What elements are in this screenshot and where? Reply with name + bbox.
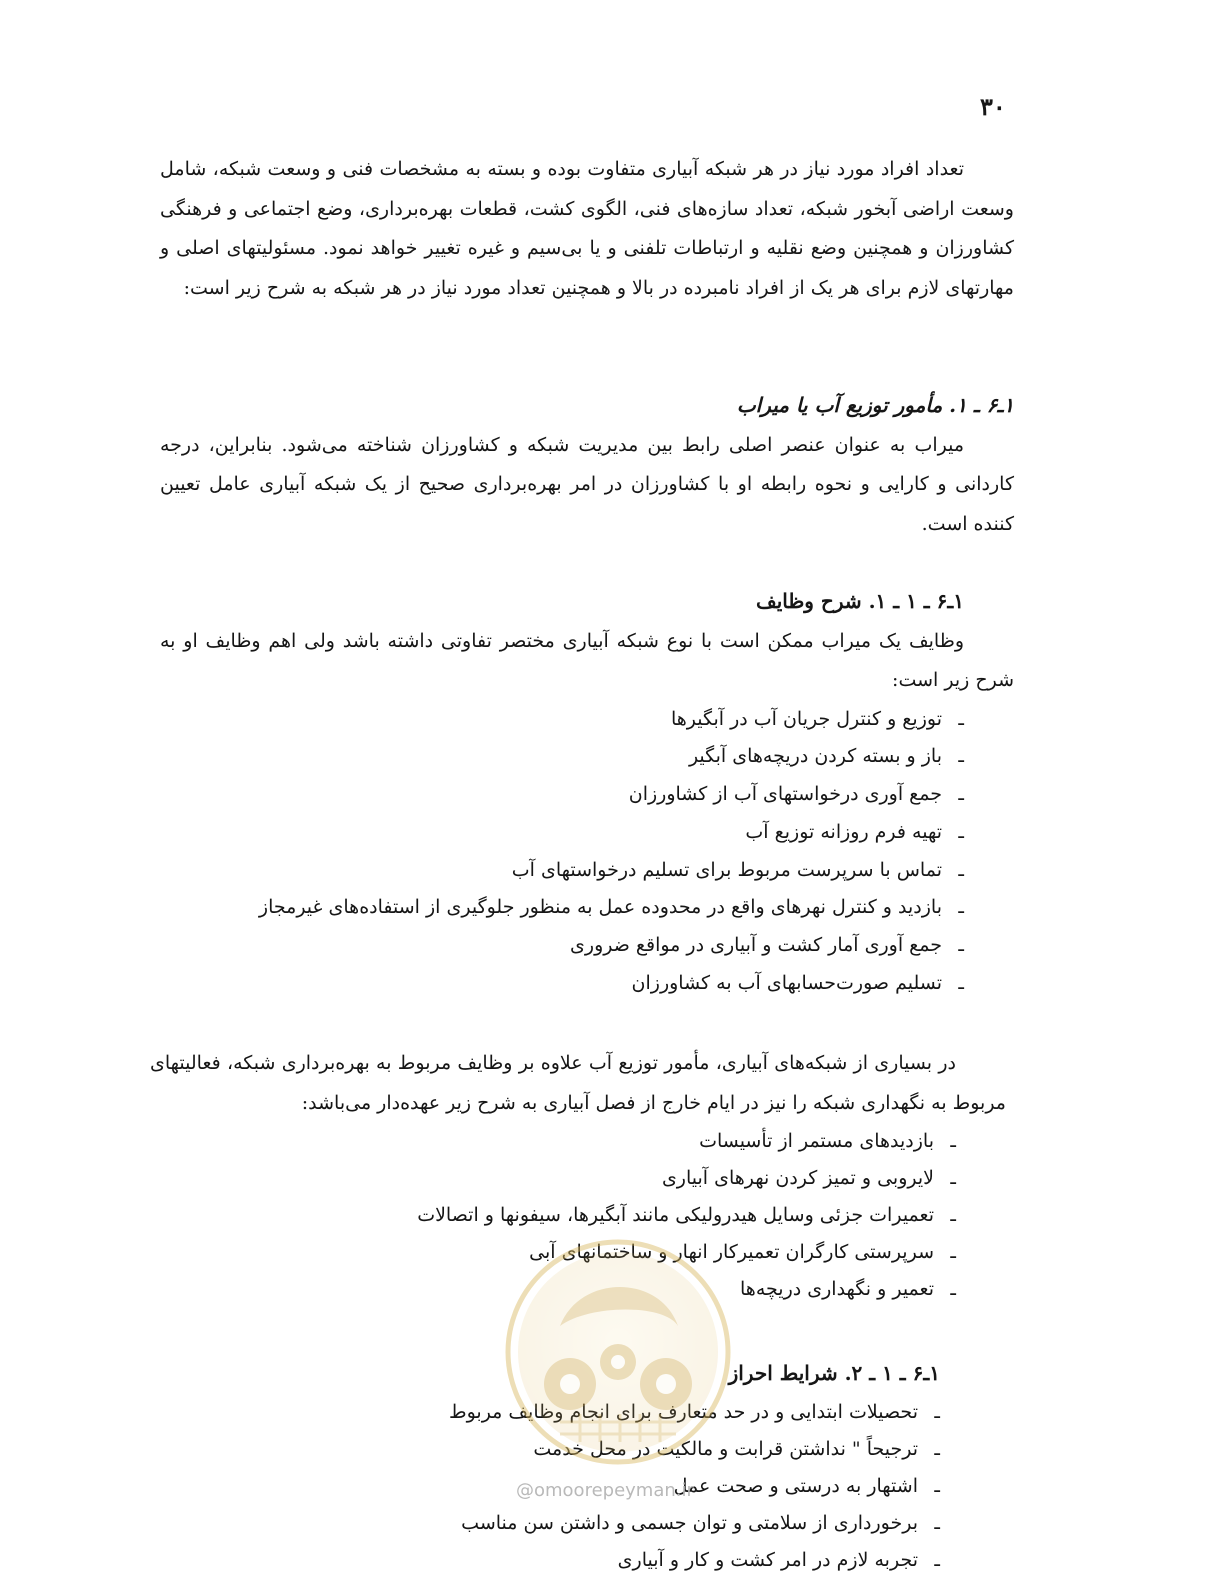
list-item: ـجمع آوری درخواستهای آب از کشاورزان bbox=[628, 783, 964, 806]
section-heading-qualifications: ۱ـ۶ ـ ۱ ـ ۲. شرایط احراز bbox=[728, 1361, 940, 1385]
list-item: ـباز و بسته کردن دریچه‌های آبگیر bbox=[688, 745, 964, 768]
list-item: ـسرپرستی کارگران تعمیرکار انهار و ساختمانهای آبی bbox=[529, 1241, 956, 1263]
list-item: ـتعمیرات جزئی وسایل هیدرولیکی مانند آبگیرها، سیفونها و اتصالات bbox=[417, 1204, 956, 1226]
list-item: ـترجیحاً " نداشتن قرابت و مالکیت در محل خدمت bbox=[533, 1437, 940, 1460]
list-item: ـجمع آوری آمار کشت و آبیاری در مواقع ضروری bbox=[570, 934, 964, 957]
intro-section bbox=[160, 150, 1014, 308]
list-item: ـبازدید و کنترل نهرهای واقع در محدوده عمل به منظور جلوگیری از استفاده‌های غیرمجاز bbox=[258, 896, 964, 919]
watermark-handle: @omoorepeyman.ir bbox=[516, 1480, 694, 1501]
maintenance-paragraph: در بسیاری از شبکه‌های آبیاری، مأمور توزیع آب علاوه بر وظایف مربوط به بهره‌برداری شبکه، فعالیتهای مربوط به نگهداری شبکه را نیز در ایام خارج از فصل آبیاری به شرح زیر عهده‌دار می‌باشد: bbox=[150, 1052, 1006, 1114]
section-water-distributor bbox=[160, 386, 1014, 544]
list-item: ـتسلیم صورت‌حسابهای آب به کشاورزان bbox=[631, 972, 964, 995]
list-item: ـبرخورداری از سلامتی و توان جسمی و داشتن سن مناسب bbox=[461, 1511, 940, 1534]
section-qualifications bbox=[160, 1354, 990, 1579]
list-item: ـتعمیر و نگهداری دریچه‌ها bbox=[740, 1278, 956, 1300]
list-item: ـلایروبی و تمیز کردن نهرهای آبیاری bbox=[661, 1167, 956, 1189]
list-item: ـتهیه فرم روزانه توزیع آب bbox=[745, 820, 964, 843]
list-item: ـتحصیلات ابتدایی و در حد متعارف برای انجام وظایف مربوط bbox=[449, 1400, 940, 1423]
list-item: ـاشتهار به درستی و صحت عمل bbox=[673, 1474, 940, 1497]
list-item: ـتوزیع و کنترل جریان آب در آبگیرها bbox=[670, 707, 964, 730]
list-item: ـتماس با سرپرست مربوط برای تسلیم درخواستهای آب bbox=[511, 858, 964, 881]
maintenance-section bbox=[150, 1044, 1006, 1308]
duties-list bbox=[160, 701, 1014, 1003]
section-paragraph-duties: وظایف یک میراب ممکن است با نوع شبکه آبیاری مختصر تفاوتی داشته باشد ولی اهم وظایف او به شرح زیر است: bbox=[160, 629, 1014, 691]
qualifications-list bbox=[160, 1394, 990, 1579]
section-paragraph-water-distributor: میراب به عنوان عنصر اصلی رابط بین مدیریت شبکه و کشاورزان شناخته می‌شود. بنابراین، درجه کاردانی و کارایی و نحوه رابطه او با کشاورزان در امر بهره‌برداری صحیح از یک شبکه آبیاری عامل تعیین کننده است. bbox=[160, 433, 1014, 535]
list-item: ـتجربه لازم در امر کشت و کار و آبیاری bbox=[617, 1548, 940, 1571]
maintenance-list bbox=[150, 1123, 1006, 1308]
section-heading-duties: ۱ـ۶ ـ ۱ ـ ۱. شرح وظایف bbox=[756, 589, 964, 613]
section-duties bbox=[160, 582, 1014, 1003]
intro-paragraph: تعداد افراد مورد نیاز در هر شبکه آبیاری متفاوت بوده و بسته به مشخصات فنی و وسعت شبکه، شامل وسعت اراضی آبخور شبکه، تعداد سازه‌های فنی، الگوی کشت، قطعات بهره‌برداری، وضع اجتماعی و فرهنگی کشاورزان و همچنین وضع نقلیه و ارتباطات تلفنی و یا بی‌سیم و غیره تغییر خواهد نمود. مسئولیتهای اصلی و مهارتهای لازم برای هر یک از افراد نامبرده در بالا و همچنین تعداد مورد نیاز در هر شبکه به شرح زیر است: bbox=[160, 158, 1014, 299]
page-number: ۳۰ bbox=[980, 92, 1006, 121]
section-heading-water-distributor: ۱ـ۶ ـ ۱. مأمور توزیع آب یا میراب bbox=[736, 393, 1014, 417]
list-item: ـبازدیدهای مستمر از تأسیسات bbox=[699, 1130, 956, 1152]
